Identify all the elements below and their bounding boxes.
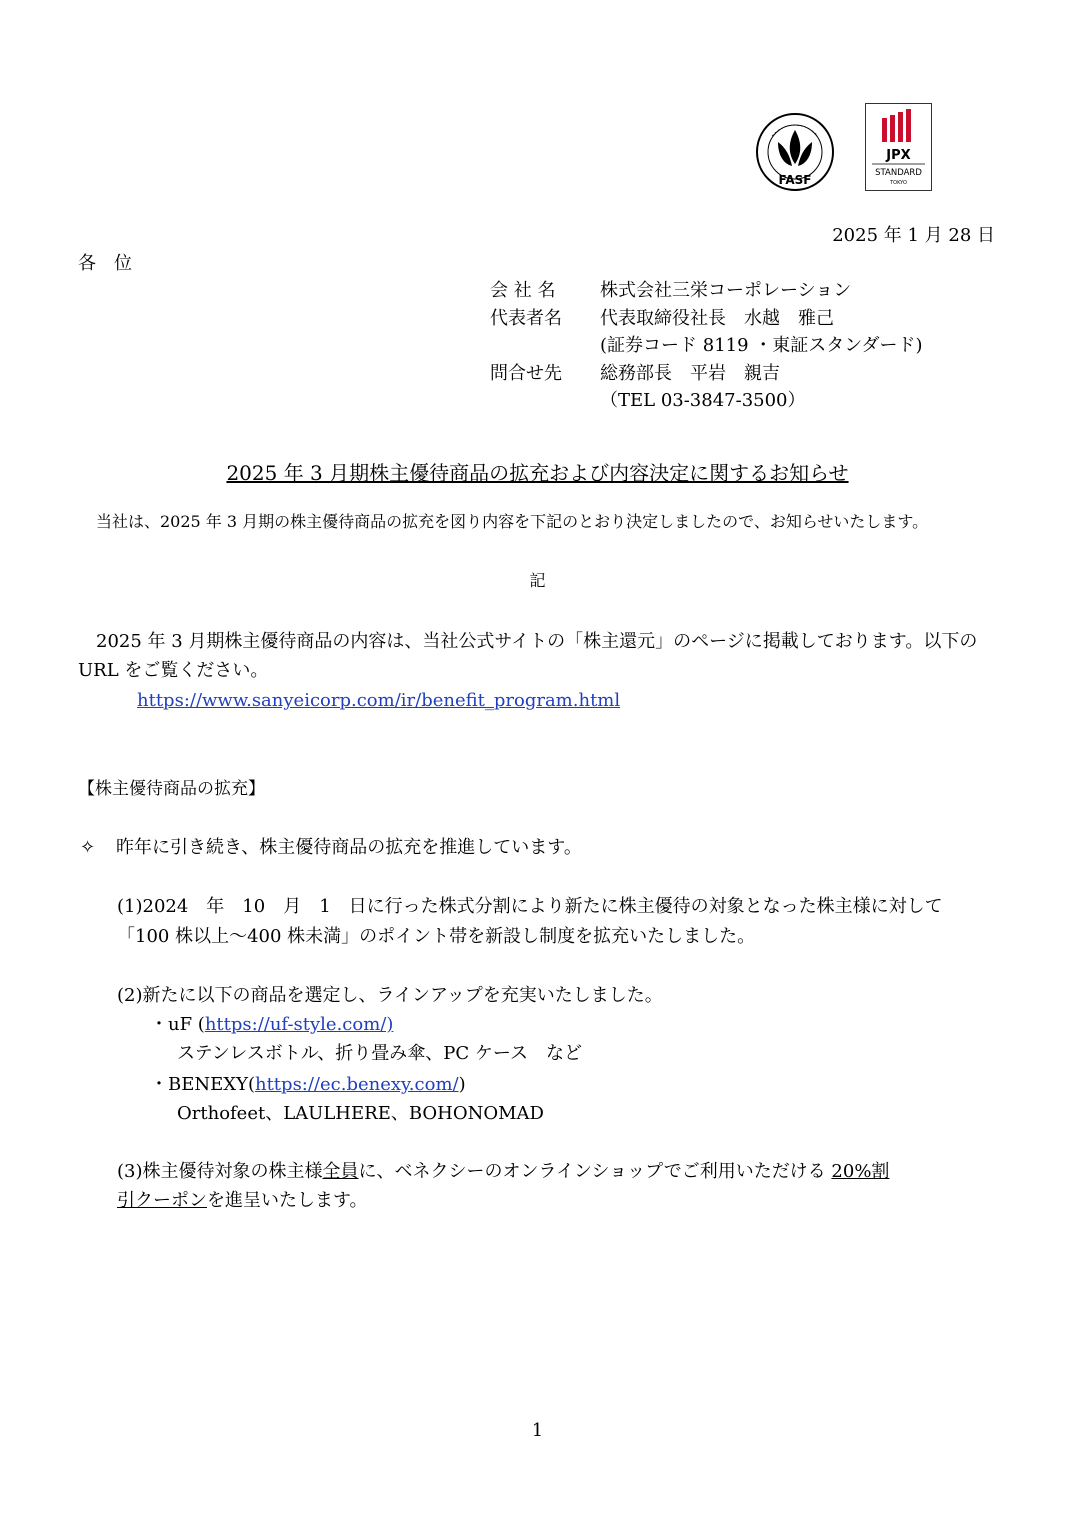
- jpx-logo: [865, 103, 932, 191]
- item3-underline-coupon: 引クーポン: [117, 1190, 207, 1211]
- item3-underline-all: 全員: [322, 1161, 359, 1182]
- jpx-logo-text: JPX: [886, 148, 911, 163]
- representative-row: [490, 310, 834, 328]
- representative-label: 代表者名: [490, 308, 562, 329]
- telephone-value: （TEL 03-3847-3500）: [600, 390, 806, 411]
- jpx-tokyo-text: TOKYO: [890, 180, 907, 186]
- benefit-program-link-row: [137, 692, 620, 710]
- benexy-suffix: ): [458, 1074, 466, 1095]
- company-name-row: [490, 282, 851, 300]
- intro-text: 当社は、2025 年 3 月期の株主優待商品の拡充を図り内容を下記のとおり決定しましたので、お知らせいたします。: [96, 512, 929, 531]
- section-heading: 【株主優待商品の拡充】: [78, 779, 265, 799]
- uf-items: ステンレスボトル、折り畳み傘、PC ケース など: [177, 1043, 583, 1064]
- bullet-row: [80, 839, 582, 857]
- item2-line1: (2)新たに以下の商品を選定し、ラインアップを充実いたしました。: [117, 985, 663, 1006]
- item3-text-part2: に、ベネクシーのオンラインショップでご利用いただける: [358, 1161, 832, 1182]
- contact-label: 問合せ先: [490, 363, 562, 384]
- item3-text-part1: (3)株主優待対象の株主様: [117, 1161, 323, 1182]
- fasf-logo-text: FASF: [778, 173, 812, 187]
- benefit-program-link[interactable]: https://www.sanyeicorp.com/ir/benefit_program.html: [137, 690, 621, 711]
- item3-text-part3: を進呈いたします。: [207, 1190, 368, 1211]
- item1-line2: 「100 株以上～400 株未満」のポイント帯を新設し制度を拡充いたしました。: [117, 926, 756, 947]
- body-paragraph-line2: URL をご覧ください。: [78, 660, 269, 681]
- item3-line1: [117, 1163, 889, 1181]
- bullet-text: 昨年に引き続き、株主優待商品の拡充を推進しています。: [116, 837, 582, 858]
- jpx-emblem-icon: [866, 104, 931, 190]
- representative-value: 代表取締役社長 水越 雅己: [600, 308, 834, 329]
- company-name-value: 株式会社三栄コーポレーション: [600, 280, 852, 301]
- benexy-link[interactable]: https://ec.benexy.com/: [254, 1074, 459, 1095]
- fasf-logo: [752, 112, 838, 192]
- securities-code-value: (証券コード 8119 ・東証スタンダード): [600, 335, 923, 356]
- securities-code-row: [600, 337, 923, 355]
- jpx-standard-text: STANDARD: [875, 168, 922, 178]
- ki-mark: 記: [529, 571, 546, 590]
- addressee: 各 位: [78, 253, 132, 274]
- diamond-star-icon: ✧: [80, 837, 96, 858]
- item3-line2: [117, 1192, 368, 1210]
- benexy-row: [150, 1076, 466, 1094]
- telephone-row: [600, 392, 806, 410]
- uf-link[interactable]: https://uf-style.com/): [204, 1014, 394, 1035]
- body-paragraph-line1: 2025 年 3 月期株主優待商品の内容は、当社公式サイトの「株主還元」のページに掲載しております。以下の: [96, 631, 978, 652]
- uf-row: [150, 1016, 393, 1034]
- uf-prefix: ・uF (: [150, 1014, 205, 1035]
- document-date: 2025 年 1 月 28 日: [832, 225, 995, 246]
- document-title: 2025 年 3 月期株主優待商品の拡充および内容決定に関するお知らせ: [226, 461, 849, 485]
- item1-line1: (1)2024 年 10 月 1 日に行った株式分割により新たに株主優待の対象となった株主様に対して: [117, 896, 943, 917]
- contact-row: [490, 365, 780, 383]
- company-name-label: 会 社 名: [490, 280, 556, 301]
- contact-value: 総務部長 平岩 親吉: [600, 363, 780, 384]
- fasf-emblem-icon: [752, 112, 838, 192]
- item3-underline-discount: 20%割: [831, 1161, 890, 1182]
- benexy-prefix: ・BENEXY(: [150, 1074, 255, 1095]
- page-number: 1: [531, 1420, 544, 1441]
- benexy-items: Orthofeet、LAULHERE、BOHONOMAD: [177, 1103, 544, 1124]
